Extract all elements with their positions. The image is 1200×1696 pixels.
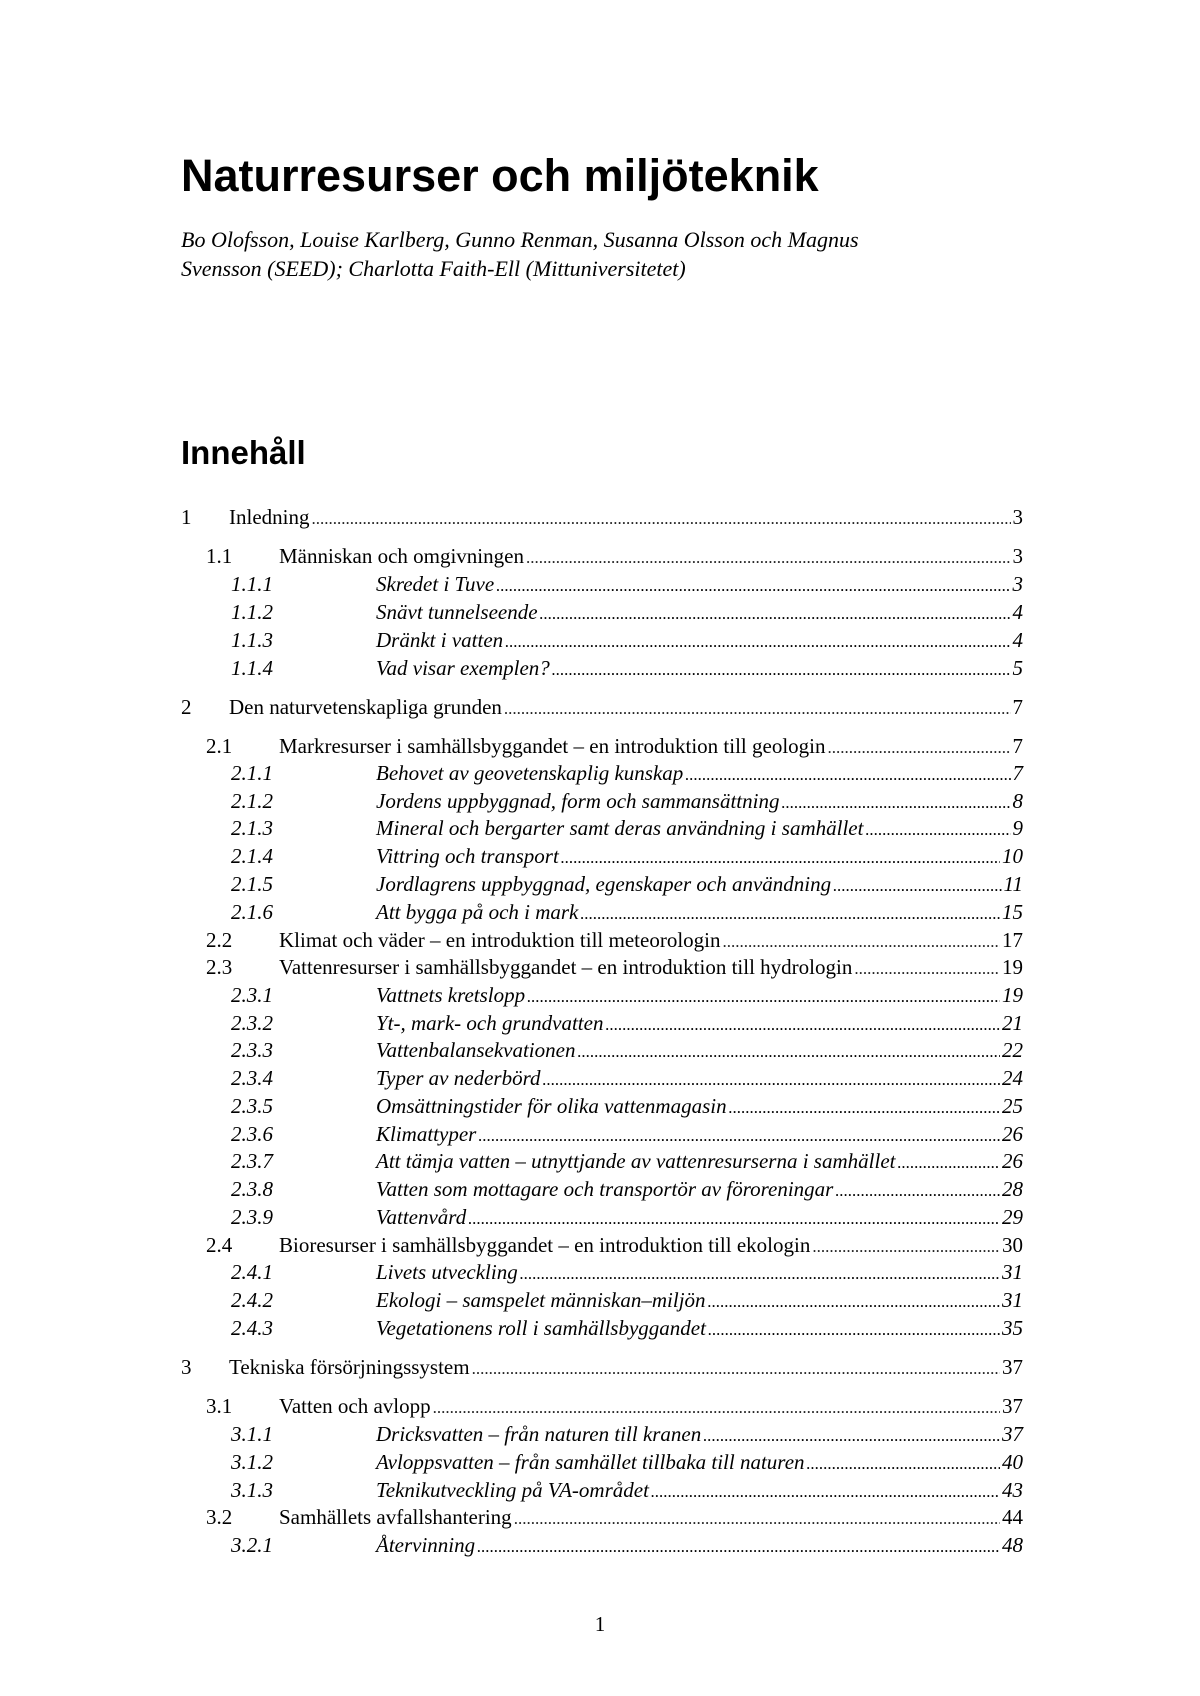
toc-entry-number: 2.3.1 xyxy=(231,983,273,1007)
toc-dot-leader xyxy=(520,1260,1000,1288)
toc-entry[interactable] xyxy=(206,542,1023,570)
toc-entry[interactable] xyxy=(231,1420,1023,1448)
toc-entry-number: 3.1.1 xyxy=(231,1422,273,1446)
toc-entry-label: Klimat och väder – en introduktion till meteorologin xyxy=(279,928,721,952)
toc-entry-number: 2.3.3 xyxy=(231,1038,273,1062)
toc-entry[interactable] xyxy=(231,814,1023,842)
toc-entry-page: 44 xyxy=(1002,1505,1023,1529)
toc-entry[interactable] xyxy=(206,732,1023,760)
toc-entry-page: 24 xyxy=(1002,1066,1023,1090)
toc-entry-page: 31 xyxy=(1002,1288,1023,1312)
toc-entry-label: Skredet i Tuve xyxy=(376,572,495,596)
toc-dot-leader xyxy=(477,1533,1000,1561)
toc-entry[interactable] xyxy=(231,1092,1023,1120)
toc-entry-label: Dricksvatten – från naturen till kranen xyxy=(376,1422,702,1446)
toc-entry[interactable] xyxy=(231,1064,1023,1092)
toc-dot-leader xyxy=(723,928,1001,956)
toc-entry-number: 3.2.1 xyxy=(231,1533,273,1557)
toc-entry[interactable] xyxy=(206,926,1023,954)
toc-dot-leader xyxy=(812,1233,1000,1261)
toc-entry-page: 28 xyxy=(1002,1177,1023,1201)
toc-entry[interactable] xyxy=(231,898,1023,926)
toc-entry-page: 11 xyxy=(1003,872,1023,896)
toc-entry[interactable] xyxy=(231,1175,1023,1203)
toc-entry-number: 2.1.2 xyxy=(231,789,273,813)
page-title: Naturresurser och miljöteknik xyxy=(181,150,819,201)
toc-entry[interactable] xyxy=(231,1476,1023,1504)
authors-line-2: Svensson (SEED); Charlotta Faith-Ell (Mittuniversitetet) xyxy=(181,256,686,281)
toc-entry-number: 3.1.3 xyxy=(231,1478,273,1502)
toc-entry[interactable] xyxy=(231,1036,1023,1064)
toc-entry-number: 1.1 xyxy=(206,544,233,568)
toc-entry-label: Vatten som mottagare och transportör av föroreningar xyxy=(376,1177,834,1201)
toc-entry-page: 15 xyxy=(1002,900,1023,924)
toc-entry[interactable] xyxy=(231,570,1023,598)
toc-entry-number: 1.1.2 xyxy=(231,600,273,624)
toc-entry-label: Att tämja vatten – utnyttjande av vattenresurserna i samhället xyxy=(376,1149,896,1173)
toc-dot-leader xyxy=(526,544,1011,572)
toc-entry[interactable] xyxy=(231,654,1023,682)
toc-entry-label: Tekniska försörjningssystem xyxy=(229,1355,470,1379)
toc-entry-label: Omsättningstider för olika vattenmagasin xyxy=(376,1094,727,1118)
toc-dot-leader xyxy=(827,734,1010,762)
toc-entry-page: 35 xyxy=(1002,1316,1023,1340)
toc-entry-page: 43 xyxy=(1002,1478,1023,1502)
toc-entry-page: 3 xyxy=(1012,572,1023,596)
toc-entry[interactable] xyxy=(231,1448,1023,1476)
toc-entry-label: Snävt tunnelseende xyxy=(376,600,538,624)
toc-entry[interactable] xyxy=(231,1314,1023,1342)
toc-entry[interactable] xyxy=(206,1392,1023,1420)
toc-entry-label: Vattenresurser i samhällsbyggandet – en introduktion till hydrologin xyxy=(279,955,853,979)
toc-entry[interactable] xyxy=(231,1286,1023,1314)
toc-entry[interactable] xyxy=(231,981,1023,1009)
toc-entry-number: 2.3.8 xyxy=(231,1177,273,1201)
toc-entry-page: 31 xyxy=(1002,1260,1023,1284)
toc-entry-page: 22 xyxy=(1002,1038,1023,1062)
toc-entry-page: 19 xyxy=(1002,983,1023,1007)
toc-entry[interactable] xyxy=(206,1503,1023,1531)
toc-entry-number: 2.1.1 xyxy=(231,761,273,785)
toc-entry-number: 2.4.2 xyxy=(231,1288,273,1312)
toc-dot-leader xyxy=(504,695,1011,723)
toc-entry-label: Bioresurser i samhällsbyggandet – en introduktion till ekologin xyxy=(279,1233,811,1257)
toc-entry-number: 3.1 xyxy=(206,1394,233,1418)
toc-entry-page: 19 xyxy=(1002,955,1023,979)
toc-entry-label: Jordens uppbyggnad, form och sammansättning xyxy=(376,789,780,813)
toc-dot-leader xyxy=(833,872,1001,900)
toc-entry[interactable] xyxy=(231,870,1023,898)
toc-entry[interactable] xyxy=(231,1120,1023,1148)
toc-entry-label: Vattenbalansekvationen xyxy=(376,1038,576,1062)
toc-entry[interactable] xyxy=(206,953,1023,981)
toc-entry-page: 3 xyxy=(1012,544,1023,568)
toc-dot-leader xyxy=(580,900,1000,928)
toc-entry[interactable] xyxy=(181,1353,1023,1381)
toc-entry-label: Typer av nederbörd xyxy=(376,1066,541,1090)
toc-entry-page: 8 xyxy=(1012,789,1023,813)
toc-dot-leader xyxy=(729,1094,1000,1122)
toc-entry-label: Människan och omgivningen xyxy=(279,544,524,568)
toc-dot-leader xyxy=(703,1422,1000,1450)
toc-dot-leader xyxy=(865,816,1010,844)
toc-entry-label: Vattenvård xyxy=(376,1205,467,1229)
toc-entry-page: 7 xyxy=(1012,734,1023,758)
toc-dot-leader xyxy=(577,1038,1000,1066)
toc-entry-page: 37 xyxy=(1002,1422,1023,1446)
toc-entry-number: 2.1.5 xyxy=(231,872,273,896)
toc-dot-leader xyxy=(468,1205,1000,1233)
toc-dot-leader xyxy=(496,572,1010,600)
toc-entry[interactable] xyxy=(231,626,1023,654)
toc-entry-label: Ekologi – samspelet människan–miljön xyxy=(376,1288,706,1312)
toc-entry-label: Att bygga på och i mark xyxy=(376,900,579,924)
toc-dot-leader xyxy=(781,789,1010,817)
toc-dot-leader xyxy=(527,983,1000,1011)
toc-entry-label: Återvinning xyxy=(376,1533,476,1557)
toc-dot-leader xyxy=(708,1316,1000,1344)
toc-dot-leader xyxy=(605,1011,1000,1039)
toc-entry-page: 30 xyxy=(1002,1233,1023,1257)
toc-entry-label: Yt-, mark- och grundvatten xyxy=(376,1011,604,1035)
toc-entry-number: 2.2 xyxy=(206,928,233,952)
toc-entry-number: 2.1 xyxy=(206,734,233,758)
toc-entry-number: 2.4.1 xyxy=(231,1260,273,1284)
page-number: 1 xyxy=(594,1612,606,1636)
toc-entry-page: 21 xyxy=(1002,1011,1023,1035)
toc-entry-label: Vattnets kretslopp xyxy=(376,983,526,1007)
toc-entry-page: 7 xyxy=(1012,761,1023,785)
toc-entry-number: 3.1.2 xyxy=(231,1450,273,1474)
toc-entry-label: Klimattyper xyxy=(376,1122,477,1146)
toc-entry-label: Vad visar exemplen? xyxy=(376,656,550,680)
toc-entry-number: 3 xyxy=(181,1355,192,1379)
toc-entry[interactable] xyxy=(231,1147,1023,1175)
toc-dot-leader xyxy=(433,1394,1000,1422)
toc-entry-number: 1 xyxy=(181,505,192,529)
toc-entry-number: 2.3.5 xyxy=(231,1094,273,1118)
toc-entry-label: Vegetationens roll i samhällsbyggandet xyxy=(376,1316,706,1340)
toc-entry-number: 2.3.4 xyxy=(231,1066,273,1090)
toc-dot-leader xyxy=(472,1355,1000,1383)
toc-dot-leader xyxy=(514,1505,1000,1533)
toc-entry-label: Vatten och avlopp xyxy=(279,1394,431,1418)
toc-dot-leader xyxy=(311,505,1010,533)
toc-entry-page: 5 xyxy=(1012,656,1023,680)
toc-entry-label: Teknikutveckling på VA-området xyxy=(376,1478,649,1502)
toc-entry-number: 2.3.7 xyxy=(231,1149,273,1173)
toc-dot-leader xyxy=(542,1066,1000,1094)
toc-entry-number: 2.3.2 xyxy=(231,1011,273,1035)
toc-entry-page: 26 xyxy=(1002,1122,1023,1146)
toc-entry[interactable] xyxy=(231,787,1023,815)
toc-entry-label: Samhällets avfallshantering xyxy=(279,1505,512,1529)
toc-entry-number: 2.3.6 xyxy=(231,1122,273,1146)
toc-entry-page: 37 xyxy=(1002,1355,1023,1379)
toc-dot-leader xyxy=(807,1450,1000,1478)
toc-entry-label: Livets utveckling xyxy=(376,1260,518,1284)
authors-line-1: Bo Olofsson, Louise Karlberg, Gunno Renman, Susanna Olsson och Magnus xyxy=(181,227,859,252)
toc-dot-leader xyxy=(835,1177,1000,1205)
toc-entry-page: 4 xyxy=(1012,628,1023,652)
toc-entry-label: Inledning xyxy=(229,505,310,529)
toc-entry-number: 2.1.6 xyxy=(231,900,273,924)
toc-entry-page: 40 xyxy=(1002,1450,1023,1474)
toc-entry-page: 17 xyxy=(1002,928,1023,952)
toc-entry[interactable] xyxy=(231,1531,1023,1559)
toc-entry-label: Behovet av geovetenskaplig kunskap xyxy=(376,761,684,785)
toc-entry-number: 1.1.1 xyxy=(231,572,273,596)
toc-entry-number: 2.3.9 xyxy=(231,1205,273,1229)
toc-entry-number: 2.4.3 xyxy=(231,1316,273,1340)
toc-dot-leader xyxy=(540,600,1011,628)
toc-entry-number: 3.2 xyxy=(206,1505,233,1529)
toc-dot-leader xyxy=(708,1288,1000,1316)
toc-entry-number: 2.3 xyxy=(206,955,233,979)
toc-entry-label: Markresurser i samhällsbyggandet – en introduktion till geologin xyxy=(279,734,826,758)
toc-dot-leader xyxy=(478,1122,1000,1150)
toc-entry[interactable] xyxy=(231,1258,1023,1286)
toc-entry-page: 25 xyxy=(1002,1094,1023,1118)
author-list xyxy=(181,225,981,283)
toc-dot-leader xyxy=(685,761,1010,789)
toc-entry-label: Mineral och bergarter samt deras användning i samhället xyxy=(376,816,864,840)
toc-entry[interactable] xyxy=(231,759,1023,787)
toc-dot-leader xyxy=(854,955,1000,983)
toc-entry-number: 2.1.4 xyxy=(231,844,273,868)
toc-entry-page: 29 xyxy=(1002,1205,1023,1229)
toc-entry-page: 7 xyxy=(1012,695,1023,719)
toc-entry[interactable] xyxy=(231,598,1023,626)
toc-dot-leader xyxy=(897,1149,1000,1177)
toc-entry-label: Den naturvetenskapliga grunden xyxy=(229,695,502,719)
toc-entry[interactable] xyxy=(231,1009,1023,1037)
toc-entry-page: 37 xyxy=(1002,1394,1023,1418)
toc-entry-label: Dränkt i vatten xyxy=(376,628,504,652)
toc-entry-page: 48 xyxy=(1002,1533,1023,1557)
toc-entry[interactable] xyxy=(181,503,1023,531)
toc-heading: Innehåll xyxy=(181,434,306,471)
toc-entry-page: 10 xyxy=(1002,844,1023,868)
toc-entry-page: 3 xyxy=(1012,505,1023,529)
toc-entry-page: 4 xyxy=(1012,600,1023,624)
toc-dot-leader xyxy=(651,1478,1000,1506)
toc-dot-leader xyxy=(561,844,1000,872)
toc-entry-number: 2.4 xyxy=(206,1233,233,1257)
toc-entry-number: 1.1.3 xyxy=(231,628,273,652)
toc-entry-page: 26 xyxy=(1002,1149,1023,1173)
toc-entry[interactable] xyxy=(181,693,1023,721)
toc-entry-number: 2.1.3 xyxy=(231,816,273,840)
toc-dot-leader xyxy=(552,656,1011,684)
toc-entry-page: 9 xyxy=(1012,816,1023,840)
toc-entry-label: Vittring och transport xyxy=(376,844,559,868)
toc-dot-leader xyxy=(505,628,1010,656)
toc-entry-label: Avloppsvatten – från samhället tillbaka till naturen xyxy=(376,1450,805,1474)
toc-entry[interactable] xyxy=(206,1231,1023,1259)
toc-entry[interactable] xyxy=(231,842,1023,870)
toc-entry[interactable] xyxy=(231,1203,1023,1231)
toc-entry-number: 1.1.4 xyxy=(231,656,273,680)
toc-entry-label: Jordlagrens uppbyggnad, egenskaper och användning xyxy=(376,872,832,896)
toc-entry-number: 2 xyxy=(181,695,192,719)
